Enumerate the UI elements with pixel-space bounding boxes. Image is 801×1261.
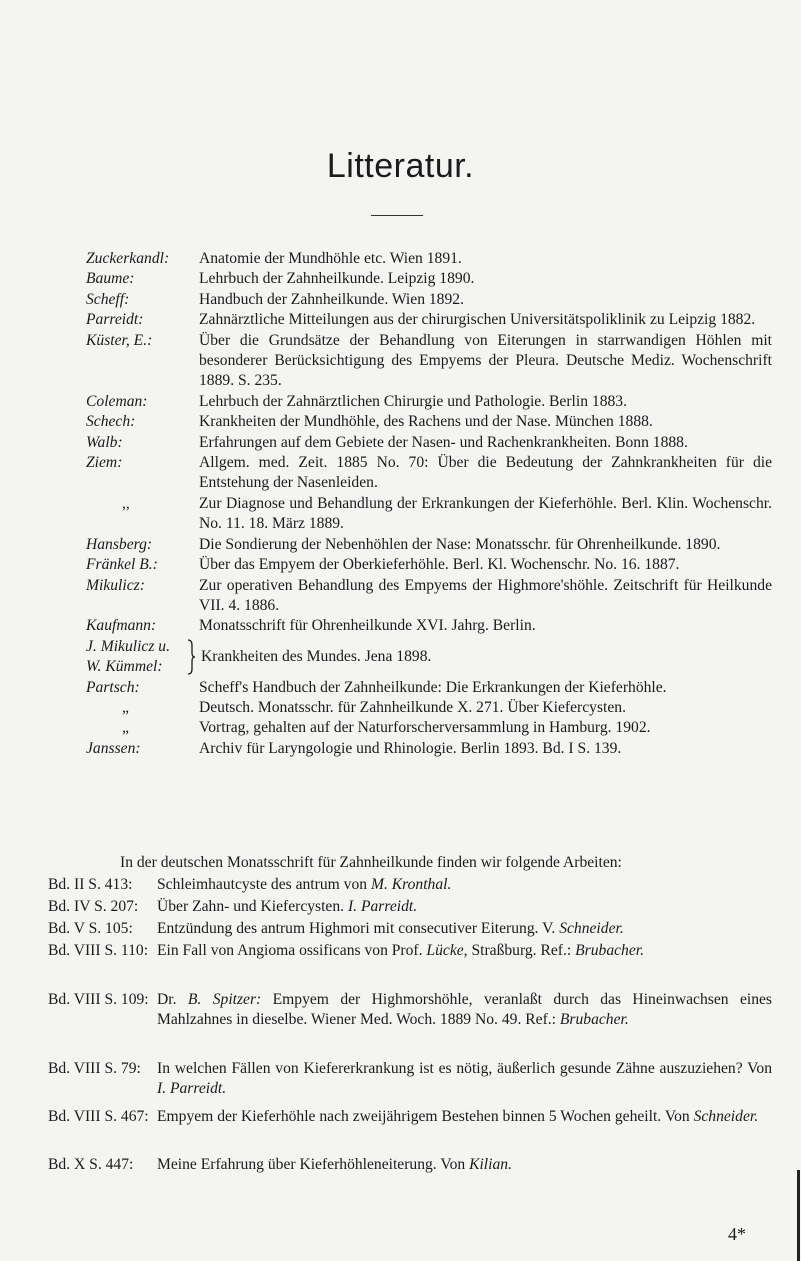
reference-item [86,249,772,269]
reference-author: Coleman: [86,392,148,410]
reference-author: Zuckerkandl: [86,250,170,267]
journal-ref-author: I. Parreidt. [157,1080,227,1098]
reference-text: Monatsschrift für Ohrenheilkunde XVI. Jahrg. Berlin. [199,617,536,635]
reference-text: Deutsch. Monatsschr. für Zahnheilkunde X. 271. Über Kiefercysten. [199,698,626,716]
journal-ref-id: Bd. II S. 413: [48,876,133,893]
journal-reference [48,990,772,1031]
reference-text: Allgem. med. Zeit. 1885 No. 70: Über die Bedeutung der Zahnkrankheiten für die Entstehung der Nasenleiden. [199,454,772,492]
reference-author-ditto: ,, [122,494,130,512]
journal-ref-text: Empyem der Kieferhöhle nach zweijährigem Bestehen binnen 5 Wochen geheilt. Von [157,1108,690,1125]
title-rule [371,215,423,216]
reference-text: Vortrag, gehalten auf der Naturforscherversammlung in Hamburg. 1902. [199,719,651,737]
journal-ref-id: Bd. VIII S. 109: [48,991,149,1008]
reference-author: Janssen: [86,739,141,757]
reference-text: Zur operativen Behandlung des Empyems der Highmore'shöhle. Zeitschrift für Heilkunde VII. 4. 1886. [199,576,772,614]
reference-item [86,494,772,535]
reference-item [86,331,772,392]
journal-ref-id: Bd. VIII S. 467: [48,1108,149,1125]
reference-author: Parreidt: [86,311,144,329]
reference-text: Krankheiten der Mundhöhle, des Rachens und der Nase. München 1888. [199,413,653,431]
reference-item [86,310,772,330]
grouped-reference [86,637,772,678]
reference-text: Anatomie der Mundhöhle etc. Wien 1891. [199,250,462,267]
journal-ref-text: In welchen Fällen von Kiefererkrankung ist es nötig, äußerlich gesunde Zähne auszuziehen? Von [157,1060,772,1077]
journal-ref-author: Kilian. [469,1156,512,1173]
reference-item [86,739,772,759]
reference-author: Fränkel B.: [86,556,158,574]
page-edge-shadow [797,1170,800,1261]
reference-item [86,555,772,575]
reference-author-ditto: „ [122,719,129,737]
journal-ref-referee: Brubacher. [575,942,645,959]
journal-ref-referee: Brubacher. [559,1011,629,1029]
reference-item [86,269,772,289]
reference-item [86,698,772,718]
reference-text: Über das Empyem der Oberkieferhöhle. Berl. Kl. Wochenschr. No. 16. 1887. [199,556,680,574]
journal-ref-id: Bd. VIII S. 110: [48,942,149,959]
reference-author: Ziem: [86,454,123,472]
reference-item [86,290,772,310]
reference-author: Küster, E.: [86,331,153,349]
journal-reference [48,1155,772,1175]
reference-author-ditto: „ [122,698,129,716]
reference-item [86,535,772,555]
journal-ref-text: Entzündung des antrum Highmori mit consecutiver Eiterung. V. [157,920,556,937]
reference-text: Erfahrungen auf dem Gebiete der Nasen- und Rachenkrankheiten. Bonn 1888. [199,433,688,451]
reference-item [86,718,772,738]
journal-ref-text: Empyem der Highmorshöhle, veranlaßt durch das Hineinwachsen eines Mahlzahnes in dieselbe. Wiener Med. Woch. 1889 No. 49. Ref.: [157,991,772,1029]
journal-ref-text: Über Zahn- und Kiefercysten. [157,898,345,915]
journal-reference [48,1107,772,1127]
reference-text: Lehrbuch der Zahnheilkunde. Leipzig 1890. [199,270,475,288]
reference-item [86,678,772,698]
reference-text: Lehrbuch der Zahnärztlichen Chirurgie und Pathologie. Berlin 1883. [199,392,627,410]
intro-paragraph: In der deutschen Monatsschrift für Zahnheilkunde finden wir folgende Arbeiten: [120,854,622,871]
brace-icon [187,639,195,675]
reference-text: Krankheiten des Mundes. Jena 1898. [201,647,432,665]
journal-reference [48,897,772,917]
journal-ref-author: Lücke, [426,942,468,959]
reference-item [86,576,772,617]
reference-item [86,433,772,453]
journal-reference [48,941,772,961]
reference-author: Partsch: [86,678,140,696]
journal-ref-author: M. Kronthal. [370,876,452,893]
reference-list [86,249,772,759]
reference-text: Über die Grundsätze der Behandlung von Eiterungen in starrwandigen Höhlen mit besonderer Berücksichtigung des Empyems der Pleura. Deutsche Mediz. Wochenschrift 1889. S. 235. [199,331,772,390]
reference-text: Zahnärztliche Mitteilungen aus der chirurgischen Universitätspoliklinik zu Leipzig 1882. [199,311,756,329]
reference-author: Kaufmann: [86,617,157,635]
reference-author: Mikulicz: [86,576,145,594]
reference-text: Die Sondierung der Nebenhöhlen der Nase: Monatsschr. für Ohrenheilkunde. 1890. [199,535,721,553]
reference-text: Zur Diagnose und Behandlung der Erkrankungen der Kieferhöhle. Berl. Klin. Wochenschr. No. 11. 18. März 1889. [199,494,772,533]
reference-author: Hansberg: [86,535,153,553]
reference-item [86,392,772,412]
grouped-authors [86,637,187,678]
reference-item [86,453,772,494]
journal-ref-author: B. Spitzer: [187,991,262,1008]
journal-ref-author: I. Parreidt. [347,898,418,915]
journal-ref-id: Bd. VIII S. 79: [48,1060,141,1077]
journal-ref-text: Meine Erfahrung über Kieferhöhleneiterung. Von [157,1156,466,1173]
page-title: Litteratur. [326,147,475,185]
journal-ref-text: Dr. [157,991,177,1008]
journal-reference [48,875,772,895]
reference-author: Walb: [86,433,123,451]
reference-author: Scheff: [86,290,130,308]
journal-ref-text: Ein Fall von Angioma ossificans von Prof. [157,942,423,959]
journal-ref-id: Bd. IV S. 207: [48,898,139,915]
reference-author: J. Mikulicz u. [86,637,171,655]
reference-author: Baume: [86,270,135,288]
reference-item [86,412,772,432]
reference-author: W. Kümmel: [86,658,163,676]
journal-ref-author: Schneider. [559,920,624,937]
journal-ref-id: Bd. V S. 105: [48,920,133,937]
journal-ref-text: Schleimhautcyste des antrum von [157,876,368,893]
journal-ref-author: Schneider. [693,1108,759,1125]
page-number: 4* [728,1224,746,1244]
reference-text: Scheff's Handbuch der Zahnheilkunde: Die Erkrankungen der Kieferhöhle. [199,678,667,696]
journal-ref-text: Straßburg. Ref.: [471,942,572,959]
journal-reference [48,1059,772,1100]
reference-item [86,616,772,636]
reference-text: Handbuch der Zahnheilkunde. Wien 1892. [199,290,464,308]
journal-ref-id: Bd. X S. 447: [48,1156,134,1173]
reference-text: Archiv für Laryngologie und Rhinologie. Berlin 1893. Bd. I S. 139. [199,739,622,757]
reference-author: Schech: [86,413,136,431]
journal-reference [48,919,772,939]
